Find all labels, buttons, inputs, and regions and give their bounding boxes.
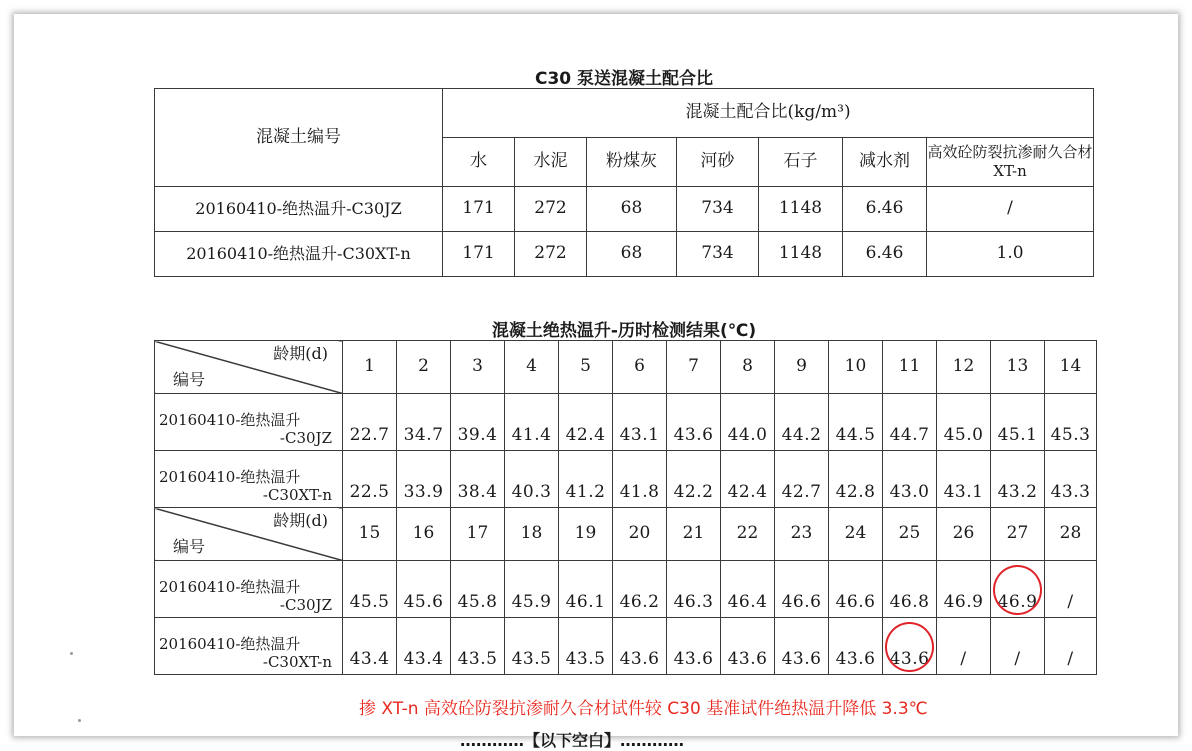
end-mark: …………【以下空白】………… — [460, 731, 685, 750]
cell: 34.7 — [397, 394, 451, 451]
cell: / — [937, 618, 991, 675]
age-day: 18 — [505, 508, 559, 561]
age-label: 龄期(d) — [273, 511, 328, 530]
col-header: 水泥 — [515, 138, 587, 187]
cell: 22.5 — [343, 451, 397, 508]
cell: 46.2 — [613, 561, 667, 618]
temperature-table — [154, 340, 1097, 675]
row-code-line1: 20160410-绝热温升 — [159, 577, 301, 596]
cell: 272 — [515, 232, 587, 277]
cell: 68 — [587, 232, 677, 277]
age-day: 21 — [667, 508, 721, 561]
col-header: 水 — [443, 138, 515, 187]
age-day: 3 — [451, 341, 505, 394]
cell: 45.6 — [397, 561, 451, 618]
col-header: 河砂 — [677, 138, 759, 187]
age-day: 23 — [775, 508, 829, 561]
age-day: 8 — [721, 341, 775, 394]
age-day: 15 — [343, 508, 397, 561]
cell: / — [991, 618, 1045, 675]
document-page — [14, 14, 1178, 750]
table-row — [155, 394, 1097, 451]
cell: 44.2 — [775, 394, 829, 451]
table-row — [155, 232, 1094, 277]
cell: 42.2 — [667, 451, 721, 508]
age-day: 25 — [883, 508, 937, 561]
cell: 43.5 — [505, 618, 559, 675]
cell: 6.46 — [843, 232, 927, 277]
age-day: 24 — [829, 508, 883, 561]
cell: 45.0 — [937, 394, 991, 451]
cell: 1148 — [759, 187, 843, 232]
cell: 45.3 — [1045, 394, 1097, 451]
col-header: 减水剂 — [843, 138, 927, 187]
age-label: 龄期(d) — [273, 344, 328, 363]
table-row — [155, 187, 1094, 232]
cell: 41.2 — [559, 451, 613, 508]
col-header: 高效砼防裂抗渗耐久合材 XT-n — [927, 138, 1094, 187]
mix-table-title: C30 泵送混凝土配合比 — [534, 69, 714, 89]
row-code: 20160410-绝热温升-C30JZ — [155, 187, 443, 232]
cell: 43.2 — [991, 451, 1045, 508]
age-day: 11 — [883, 341, 937, 394]
temp-table-title: 混凝土绝热温升-历时检测结果(℃) — [491, 321, 757, 341]
cell: 40.3 — [505, 451, 559, 508]
cell: 43.4 — [397, 618, 451, 675]
age-day: 27 — [991, 508, 1045, 561]
mix-ratio-table — [154, 88, 1094, 277]
row-code-line2: -C30XT-n — [262, 486, 332, 505]
cell: 43.6 — [775, 618, 829, 675]
row-code — [155, 618, 343, 675]
age-day: 26 — [937, 508, 991, 561]
age-day: 20 — [613, 508, 667, 561]
cell: / — [927, 187, 1094, 232]
cell: 42.4 — [721, 451, 775, 508]
cell: 44.0 — [721, 394, 775, 451]
col-header: 石子 — [759, 138, 843, 187]
cell: 41.4 — [505, 394, 559, 451]
cell: 43.1 — [613, 394, 667, 451]
cell: 43.6 — [613, 618, 667, 675]
age-day: 19 — [559, 508, 613, 561]
age-day: 7 — [667, 341, 721, 394]
cell: 171 — [443, 187, 515, 232]
age-day: 28 — [1045, 508, 1097, 561]
cell: 68 — [587, 187, 677, 232]
cell: 39.4 — [451, 394, 505, 451]
cell: 45.5 — [343, 561, 397, 618]
cell: 46.6 — [775, 561, 829, 618]
diagonal-header-cell — [155, 341, 343, 394]
age-day: 13 — [991, 341, 1045, 394]
age-day: 9 — [775, 341, 829, 394]
cell: 45.9 — [505, 561, 559, 618]
age-day: 5 — [559, 341, 613, 394]
age-day: 16 — [397, 508, 451, 561]
row-code: 20160410-绝热温升-C30XT-n — [155, 232, 443, 277]
cell: 45.1 — [991, 394, 1045, 451]
row-code-line1: 20160410-绝热温升 — [159, 467, 301, 486]
row-code — [155, 394, 343, 451]
row-code — [155, 561, 343, 618]
cell: 44.7 — [883, 394, 937, 451]
cell: 46.6 — [829, 561, 883, 618]
age-day: 17 — [451, 508, 505, 561]
cell: 46.9 — [937, 561, 991, 618]
cell: 22.7 — [343, 394, 397, 451]
age-day: 14 — [1045, 341, 1097, 394]
age-header-row — [155, 341, 1097, 394]
circled-cell: 46.9 — [991, 561, 1045, 618]
cell: 33.9 — [397, 451, 451, 508]
cell: 43.6 — [721, 618, 775, 675]
row-code-line2: -C30JZ — [279, 596, 332, 615]
ratio-header: 混凝土配合比(kg/m³) — [443, 89, 1094, 138]
row-code-line1: 20160410-绝热温升 — [159, 410, 301, 429]
cell: 43.1 — [937, 451, 991, 508]
age-day: 10 — [829, 341, 883, 394]
cell: 1.0 — [927, 232, 1094, 277]
cell: 46.1 — [559, 561, 613, 618]
col-header: 粉煤灰 — [587, 138, 677, 187]
cell: 44.5 — [829, 394, 883, 451]
cell: 43.6 — [829, 618, 883, 675]
age-day: 4 — [505, 341, 559, 394]
table-row — [155, 561, 1097, 618]
cell: 38.4 — [451, 451, 505, 508]
cell: 43.0 — [883, 451, 937, 508]
cell: 46.4 — [721, 561, 775, 618]
cell: 272 — [515, 187, 587, 232]
table-row — [155, 618, 1097, 675]
row-code-line2: -C30XT-n — [262, 653, 332, 672]
cell: / — [1045, 561, 1097, 618]
cell: 46.8 — [883, 561, 937, 618]
cell: 734 — [677, 232, 759, 277]
cell: 45.8 — [451, 561, 505, 618]
cell: / — [1045, 618, 1097, 675]
cell: 42.8 — [829, 451, 883, 508]
cell: 46.3 — [667, 561, 721, 618]
code-label: 编号 — [173, 370, 206, 389]
cell: 41.8 — [613, 451, 667, 508]
row-code-line1: 20160410-绝热温升 — [159, 634, 301, 653]
scan-speck — [70, 652, 73, 655]
cell: 43.6 — [667, 394, 721, 451]
cell: 6.46 — [843, 187, 927, 232]
age-day: 6 — [613, 341, 667, 394]
age-day: 2 — [397, 341, 451, 394]
age-day: 1 — [343, 341, 397, 394]
cell: 43.6 — [667, 618, 721, 675]
cell: 42.7 — [775, 451, 829, 508]
cell: 43.5 — [559, 618, 613, 675]
cell: 171 — [443, 232, 515, 277]
row-code — [155, 451, 343, 508]
cell: 42.4 — [559, 394, 613, 451]
circled-cell: 43.6 — [883, 618, 937, 675]
code-header: 混凝土编号 — [155, 89, 443, 187]
table-row — [155, 451, 1097, 508]
scan-speck — [78, 719, 81, 722]
age-day: 12 — [937, 341, 991, 394]
cell: 43.3 — [1045, 451, 1097, 508]
code-label: 编号 — [173, 537, 206, 556]
cell: 43.5 — [451, 618, 505, 675]
cell: 734 — [677, 187, 759, 232]
diagonal-header-cell — [155, 508, 343, 561]
conclusion-note: 掺 XT-n 高效砼防裂抗渗耐久合材试件较 C30 基准试件绝热温升降低 3.3℃ — [359, 699, 928, 719]
cell: 43.4 — [343, 618, 397, 675]
age-header-row — [155, 508, 1097, 561]
age-day: 22 — [721, 508, 775, 561]
cell: 1148 — [759, 232, 843, 277]
row-code-line2: -C30JZ — [279, 429, 332, 448]
